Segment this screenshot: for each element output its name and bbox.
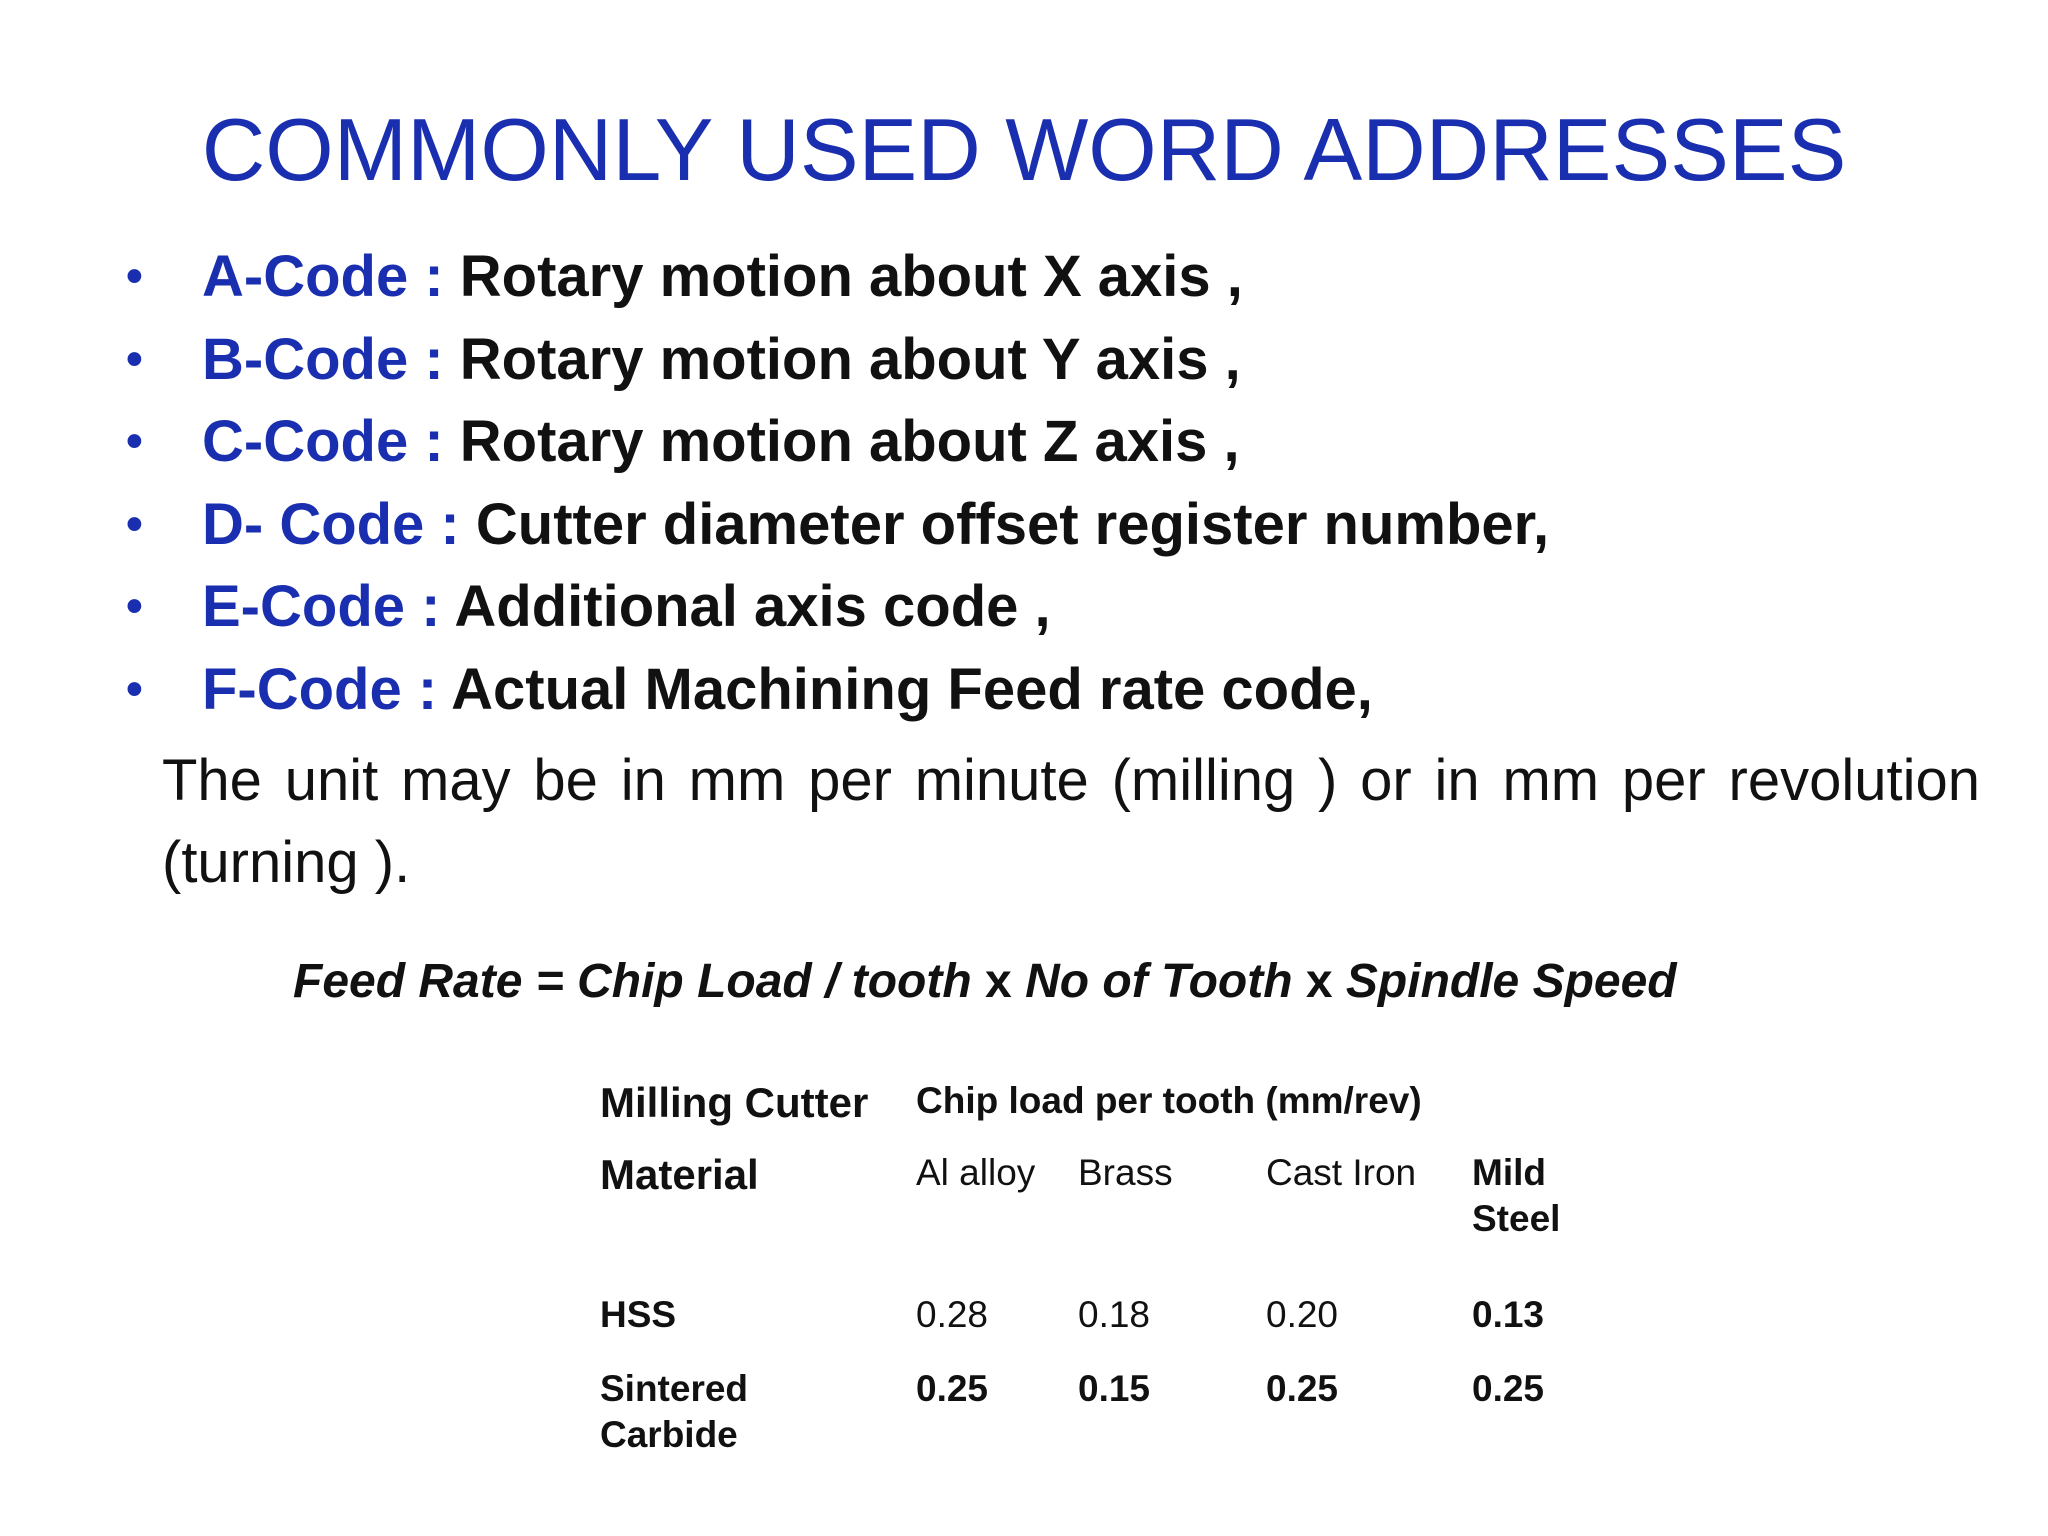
formula-part-chip-load: Feed Rate = Chip Load / tooth [293, 955, 972, 1008]
bullet-code: D- Code : [202, 491, 460, 557]
table-header-material: Material [600, 1151, 759, 1198]
formula-operator: x [971, 955, 1026, 1008]
formula-operator: x [1292, 955, 1346, 1008]
table-header-cast-iron: Cast Iron [1266, 1152, 1417, 1193]
bullet-dot-icon: • [126, 332, 143, 386]
table-row-label-sintered-carbide: Sintered Carbide [600, 1368, 749, 1455]
bullet-item-f-code [120, 649, 1980, 732]
bullet-dot-icon: • [126, 415, 143, 468]
table-header-cutter: Milling Cutter [600, 1079, 869, 1126]
slide-title: COMMONLY USED WORD ADDRESSES [201, 100, 1847, 199]
bullet-description: Additional axis code , [454, 574, 1051, 639]
bullet-item-e-code [120, 566, 1980, 649]
table-cell: 0.15 [1078, 1368, 1151, 1409]
table-cell: 0.20 [1266, 1294, 1339, 1335]
table-cell: 0.25 [916, 1368, 989, 1409]
table-header-al-alloy: Al alloy [916, 1152, 1036, 1193]
bullet-item-c-code [120, 401, 1980, 484]
feed-unit-paragraph: The unit may be in mm per minute (milling ) or in mm per revolution (turning ). [162, 748, 1980, 895]
table-cell: 0.18 [1078, 1294, 1151, 1335]
bullet-description: Rotary motion about X axis , [459, 244, 1243, 309]
table-header-brass: Brass [1078, 1152, 1173, 1193]
formula-part-spindle-speed: Spindle Speed [1345, 955, 1677, 1008]
table-row-label-hss: HSS [600, 1294, 677, 1335]
bullet-code: A-Code : [202, 244, 444, 309]
table-cell: 0.13 [1472, 1294, 1545, 1335]
bullet-list [120, 236, 1980, 731]
bullet-dot-icon: • [126, 250, 143, 303]
bullet-dot-icon: • [126, 497, 143, 551]
bullet-description: Actual Machining Feed rate code, [451, 656, 1373, 722]
bullet-dot-icon: • [126, 580, 143, 633]
bullet-code: E-Code : [202, 574, 441, 639]
bullet-item-a-code [120, 236, 1980, 319]
table-cell: 0.25 [1266, 1368, 1339, 1409]
bullet-item-d-code [120, 484, 1980, 567]
bullet-description: Rotary motion about Z axis , [459, 409, 1240, 474]
bullet-code: C-Code : [202, 409, 444, 474]
formula-part-no-of-tooth: No of Tooth [1025, 955, 1293, 1008]
bullet-description: Rotary motion about Y axis , [459, 326, 1241, 392]
bullet-description: Cutter diameter offset register number, [475, 491, 1550, 557]
bullet-item-b-code [120, 319, 1980, 402]
feed-rate-formula [293, 950, 1677, 1014]
table-cell: 0.25 [1472, 1368, 1545, 1409]
bullet-dot-icon: • [126, 662, 143, 716]
table-cell: 0.28 [916, 1294, 989, 1335]
table-header-mild-steel: Mild Steel [1472, 1152, 1561, 1239]
bullet-code: B-Code : [202, 326, 444, 392]
table-header-chip-load: Chip load per tooth (mm/rev) [916, 1080, 1422, 1121]
bullet-code: F-Code : [202, 656, 438, 722]
